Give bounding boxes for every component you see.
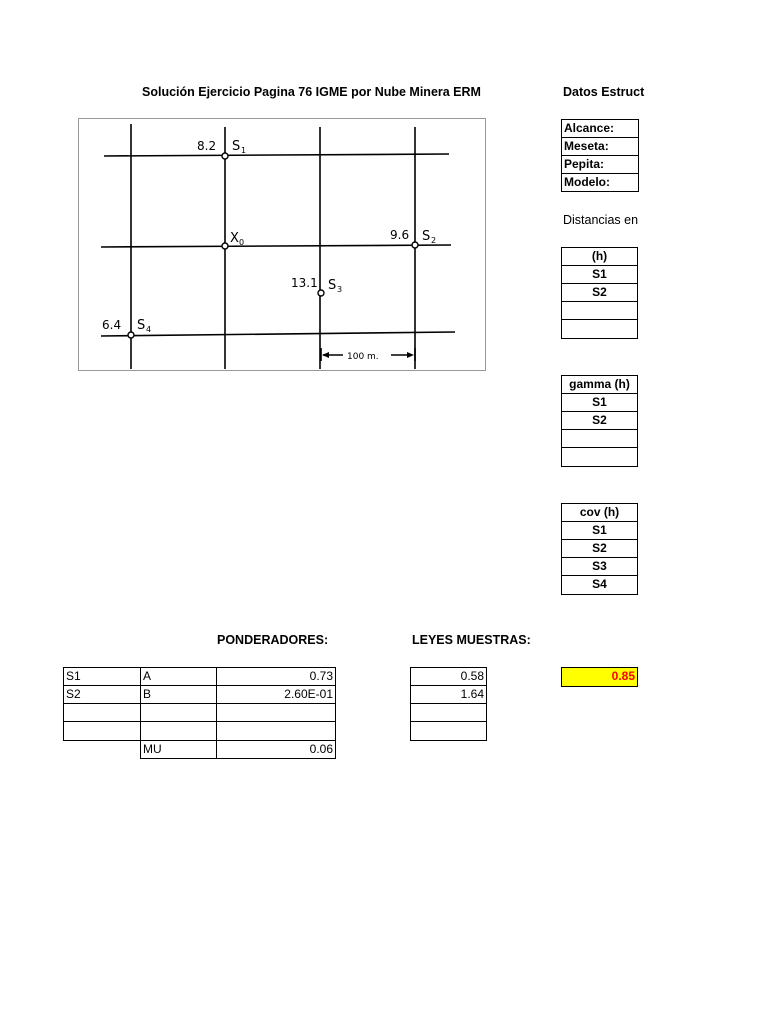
gamma-table-row: S2 [561, 411, 638, 430]
cov-table-row: S2 [561, 539, 638, 558]
distancias-title: Distancias en [563, 213, 639, 227]
result-cell: 0.85 [561, 667, 638, 687]
h-table-row [561, 301, 638, 320]
ley-value: 1.64 [410, 685, 487, 704]
grid-line-h2 [101, 245, 451, 247]
ponderador-value: 2.60E-01 [216, 685, 336, 704]
ponderador-letter: A [140, 667, 217, 686]
s1-value: 8.2 [197, 139, 217, 153]
ley-value [410, 721, 487, 741]
ponderador-value [216, 703, 336, 722]
ponderador-sample: S1 [63, 667, 141, 686]
s4-value: 6.4 [102, 318, 122, 332]
ponderador-letter: B [140, 685, 217, 704]
s1-label: S [232, 139, 241, 154]
meseta-label: Meseta: [561, 137, 639, 156]
point-s3 [318, 290, 324, 296]
s2-label: S [422, 229, 431, 244]
ponderadores-title: PONDERADORES: [217, 633, 329, 647]
s4-label: S [137, 318, 146, 333]
grid-line-h1 [104, 154, 449, 156]
s2-sub: 2 [431, 236, 437, 245]
scale-arrow-left [322, 352, 329, 358]
alcance-label: Alcance: [561, 119, 639, 138]
h-table-row: S2 [561, 283, 638, 302]
gamma-table-row [561, 429, 638, 448]
grid-line-h3 [101, 332, 455, 336]
leyes-muestras-title: LEYES MUESTRAS: [412, 633, 531, 647]
s4-sub: 4 [146, 325, 152, 334]
gamma-table-header: gamma (h) [561, 375, 638, 394]
mu-label: MU [140, 740, 217, 759]
ponderador-sample [63, 703, 141, 722]
cov-table-row: S4 [561, 575, 638, 595]
ponderador-value [216, 721, 336, 741]
mu-value: 0.06 [216, 740, 336, 759]
cov-table-header: cov (h) [561, 503, 638, 522]
ponderador-letter [140, 703, 217, 722]
cov-table-row: S1 [561, 521, 638, 540]
s1-sub: 1 [241, 146, 247, 155]
point-s1 [222, 153, 228, 159]
ponderador-value: 0.73 [216, 667, 336, 686]
page-title: Solución Ejercicio Pagina 76 IGME por Nube Minera ERM [142, 85, 481, 99]
s3-label: S [328, 278, 337, 293]
s3-value: 13.1 [291, 276, 318, 290]
sample-location-figure [78, 118, 486, 371]
scale-label: 100 m. [347, 352, 379, 362]
ponderador-letter [140, 721, 217, 741]
ley-value [410, 703, 487, 722]
s2-value: 9.6 [390, 228, 410, 242]
h-table-header: (h) [561, 247, 638, 266]
gamma-table-row [561, 447, 638, 467]
point-s4 [128, 332, 134, 338]
s3-sub: 3 [337, 285, 343, 294]
x0-sub: 0 [239, 238, 245, 247]
gamma-table-row: S1 [561, 393, 638, 412]
figure-svg [79, 119, 485, 370]
point-x0 [222, 243, 228, 249]
h-table-row [561, 319, 638, 339]
datos-estructurales-title: Datos Estruct [563, 85, 645, 99]
point-s2 [412, 242, 418, 248]
cov-table-row: S3 [561, 557, 638, 576]
modelo-label: Modelo: [561, 173, 639, 192]
x0-label: X [230, 231, 239, 246]
ponderador-sample [63, 721, 141, 741]
ponderador-sample: S2 [63, 685, 141, 704]
h-table-row: S1 [561, 265, 638, 284]
pepita-label: Pepita: [561, 155, 639, 174]
ley-value: 0.58 [410, 667, 487, 686]
scale-arrow-right [407, 352, 414, 358]
